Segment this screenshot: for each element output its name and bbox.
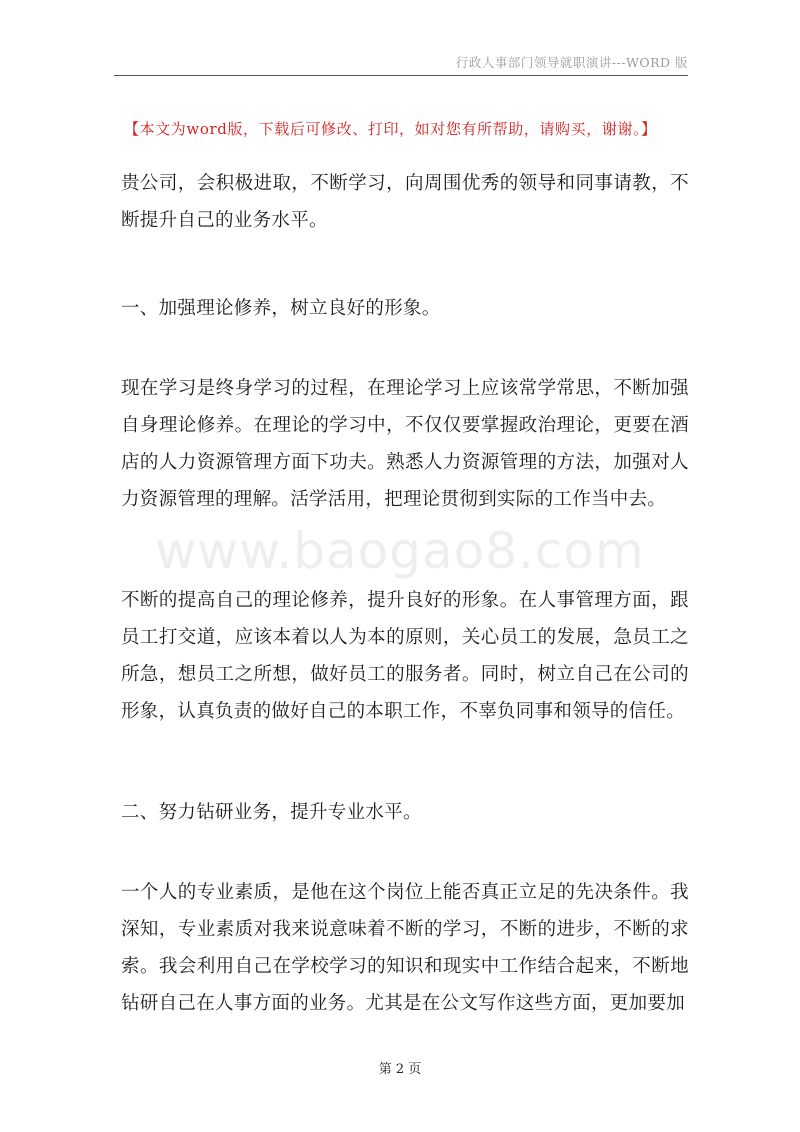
body-paragraph-3: 不断的提高自己的理论修养，提升良好的形象。在人事管理方面，跟员工打交道，应该本着以人为本的原则，关心员工的发展，急员工之所急，想员工之所想，做好员工的服务者。同时，树立自己在公司的形象，认真负责的做好自己的本职工作，不辜负同事和领导的信任。	[121, 590, 689, 722]
page-number: 第 2 页	[378, 1062, 422, 1077]
body-paragraph-2: 现在学习是终身学习的过程，在理论学习上应该常学常思，不断加强自身理论修养。在理论的学习中，不仅仅要掌握政治理论，更要在酒店的人力资源管理方面下功夫。熟悉人力资源管理的方法，加强对人力资源管理的理解。活学活用，把理论贯彻到实际的工作当中去。	[121, 378, 689, 510]
paragraph-image-block	[121, 582, 689, 730]
running-header: 行政人事部门领导就职演讲---WORD 版	[455, 55, 688, 70]
download-notice: 【本文为word版，下载后可修改、打印，如对您有所帮助，请购买，谢谢。】	[124, 120, 657, 138]
section-heading-2-block	[121, 794, 689, 831]
body-paragraph-4: 一个人的专业素质，是他在这个岗位上能否真正立足的先决条件。我深知，专业素质对我来说意味着不断的学习，不断的进步，不断的求索。我会利用自己在学校学习的知识和现实中工作结合起来，不断地钻研自己在人事方面的业务。尤其是在公文写作这些方面，更加要加	[121, 882, 689, 1014]
site-watermark: www.baogao8.com	[155, 522, 645, 580]
header-rule	[114, 75, 688, 76]
section-heading-1-block	[121, 290, 689, 327]
paragraph-theory-block	[121, 370, 689, 518]
section-heading-1: 一、加强理论修养，树立良好的形象。	[121, 298, 441, 319]
paragraph-continuation	[121, 165, 689, 239]
body-paragraph-1: 贵公司，会积极进取，不断学习，向周围优秀的领导和同事请教，不断提升自己的业务水平。	[121, 173, 689, 231]
section-heading-2: 二、努力钻研业务，提升专业水平。	[121, 802, 422, 823]
paragraph-professional-block	[121, 874, 689, 1022]
